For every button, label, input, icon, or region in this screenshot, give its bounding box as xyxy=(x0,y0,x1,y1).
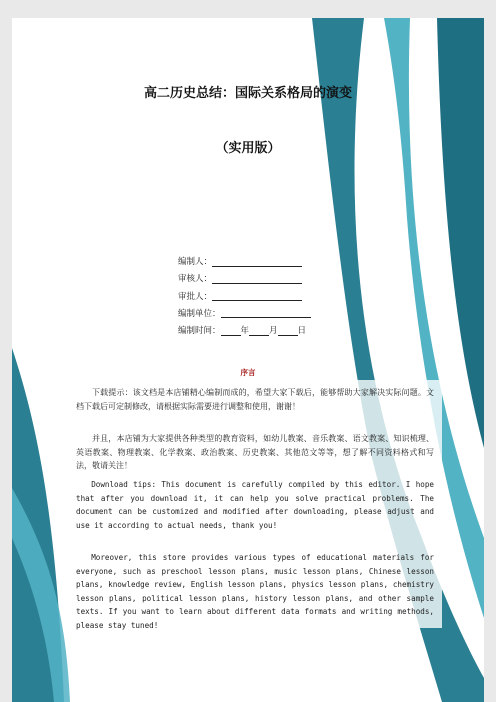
field-approver xyxy=(178,289,311,306)
blank-line[interactable] xyxy=(212,291,302,301)
preface-paragraph-en: Moreover, this store provides various types of educational materials for everyone, such as preschool lesson plans, music lesson plans, Chinese lesson plans, knowledge review, English lesson plans, physics lesson plans, chemistry lesson plans, political lesson plans, history lesson plans, and other sample texts. If you want to learn about different data formats and writing methods, please stay tuned! xyxy=(76,553,434,630)
day-blank[interactable] xyxy=(278,326,298,336)
field-label: 审核人： xyxy=(178,274,213,285)
field-editor xyxy=(178,254,311,271)
day-label: 日 xyxy=(297,326,307,337)
field-reviewer xyxy=(178,271,311,288)
document-subtitle: （实用版） xyxy=(215,141,281,156)
preface-heading: 序言 xyxy=(240,368,256,377)
field-unit xyxy=(178,306,311,323)
document-page xyxy=(12,18,484,702)
field-date xyxy=(178,323,311,340)
year-label: 年 xyxy=(240,326,250,337)
preface-paragraph-en: Download tips: This document is carefully compiled by this editor. I hope that after you download it, it can help you solve practical problems. The document can be customized and modified after downloading, please adjust and use it according to actual needs, thank you! xyxy=(76,480,434,530)
preface-paragraph-cn: 并且，本店铺为大家提供各种类型的教育资料，如幼儿教案、音乐教案、语文教案、知识梳理、英语教案、物理教案、化学教案、政治教案、历史教案、其他范文等等，想了解不同资料格式和写法，敬请关注！ xyxy=(76,434,434,470)
info-fields xyxy=(178,254,311,340)
field-label: 编制单位： xyxy=(178,308,221,319)
field-label: 审批人： xyxy=(178,291,213,302)
blank-line[interactable] xyxy=(212,257,302,267)
field-label: 编制时间： xyxy=(178,326,221,337)
field-label: 编制人： xyxy=(178,257,213,267)
blank-line[interactable] xyxy=(212,274,302,284)
month-blank[interactable] xyxy=(249,326,269,336)
month-label: 月 xyxy=(269,326,278,337)
year-blank[interactable] xyxy=(221,326,241,336)
preface-paragraph-cn: 下载提示：该文档是本店铺精心编制而成的，希望大家下载后，能够帮助大家解决实际问题。文档下载后可定制修改，请根据实际需要进行调整和使用，谢谢！ xyxy=(76,388,434,411)
blank-line[interactable] xyxy=(221,308,311,318)
document-title: 高二历史总结：国际关系格局的演变 xyxy=(143,86,352,101)
